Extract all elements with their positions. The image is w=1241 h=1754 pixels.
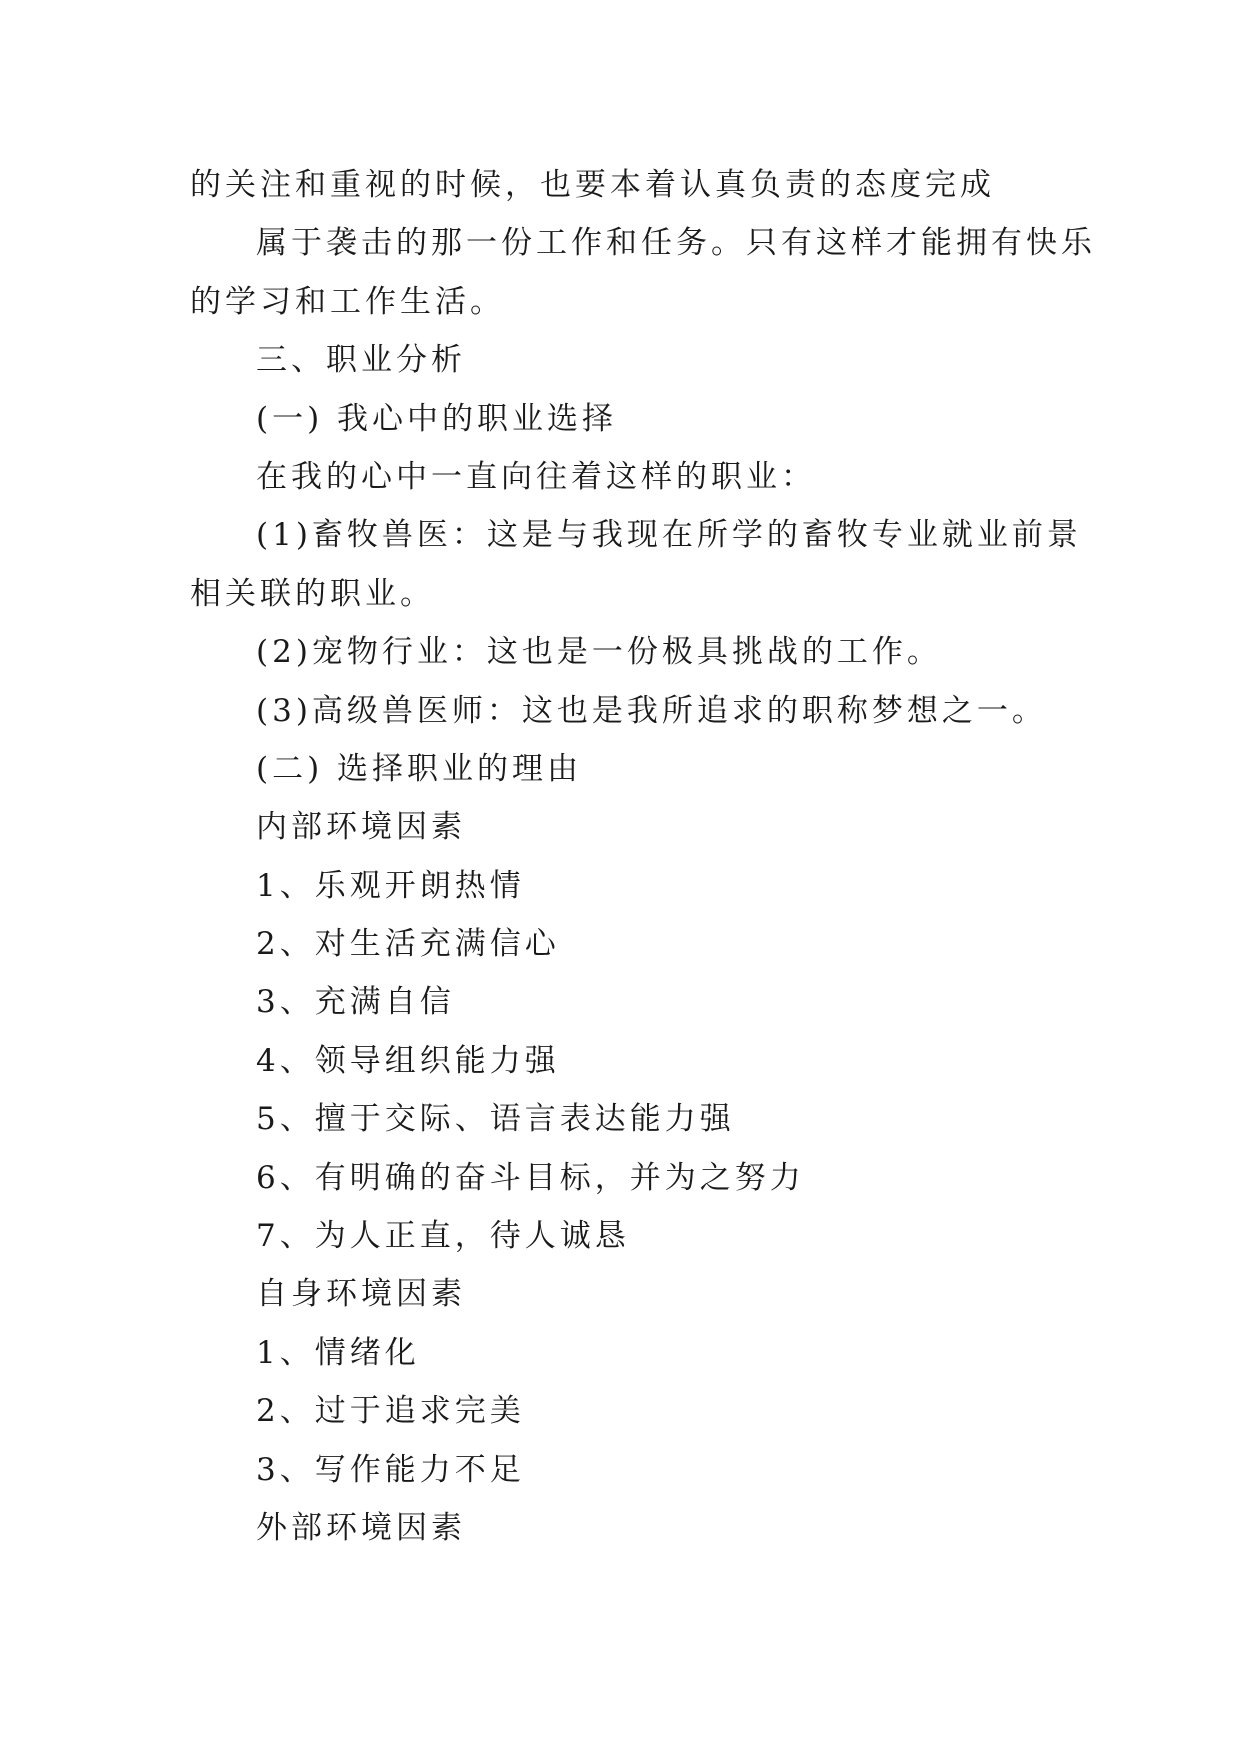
list-item: 3、写作能力不足 xyxy=(256,1451,525,1488)
list-item: (2)宠物行业：这也是一份极具挑战的工作。 xyxy=(256,634,942,671)
subsection-heading: (二) 选择职业的理由 xyxy=(256,750,583,787)
list-item: 1、情绪化 xyxy=(256,1334,420,1371)
list-item: 3、充满自信 xyxy=(256,984,455,1021)
group-heading: 自身环境因素 xyxy=(256,1276,466,1313)
list-item: 4、领导组织能力强 xyxy=(256,1042,560,1079)
section-heading: 三、职业分析 xyxy=(256,342,466,379)
group-heading: 外部环境因素 xyxy=(256,1509,466,1546)
document-body xyxy=(190,156,1096,1557)
text-line: 在我的心中一直向往着这样的职业： xyxy=(256,458,816,495)
text-line: 的关注和重视的时候，也要本着认真负责的态度完成 xyxy=(190,167,995,203)
text-line: 的学习和工作生活。 xyxy=(190,283,505,320)
list-item: 6、有明确的奋斗目标，并为之努力 xyxy=(256,1159,805,1196)
list-item: (3)高级兽医师：这也是我所追求的职称梦想之一。 xyxy=(256,692,1047,729)
list-item: 2、对生活充满信心 xyxy=(256,926,560,963)
list-item: (1)畜牧兽医：这是与我现在所学的畜牧专业就业前景 xyxy=(256,517,1082,554)
list-item: 1、乐观开朗热情 xyxy=(256,867,525,904)
list-item: 7、为人正直，待人诚恳 xyxy=(256,1218,630,1255)
group-heading: 内部环境因素 xyxy=(256,809,466,846)
text-line: 属于袭击的那一份工作和任务。只有这样才能拥有快乐 xyxy=(256,225,1096,262)
list-item: 2、过于追求完美 xyxy=(256,1393,525,1430)
subsection-heading: (一) 我心中的职业选择 xyxy=(256,400,618,437)
text-line: 相关联的职业。 xyxy=(190,575,435,612)
list-item: 5、擅于交际、语言表达能力强 xyxy=(256,1101,735,1138)
